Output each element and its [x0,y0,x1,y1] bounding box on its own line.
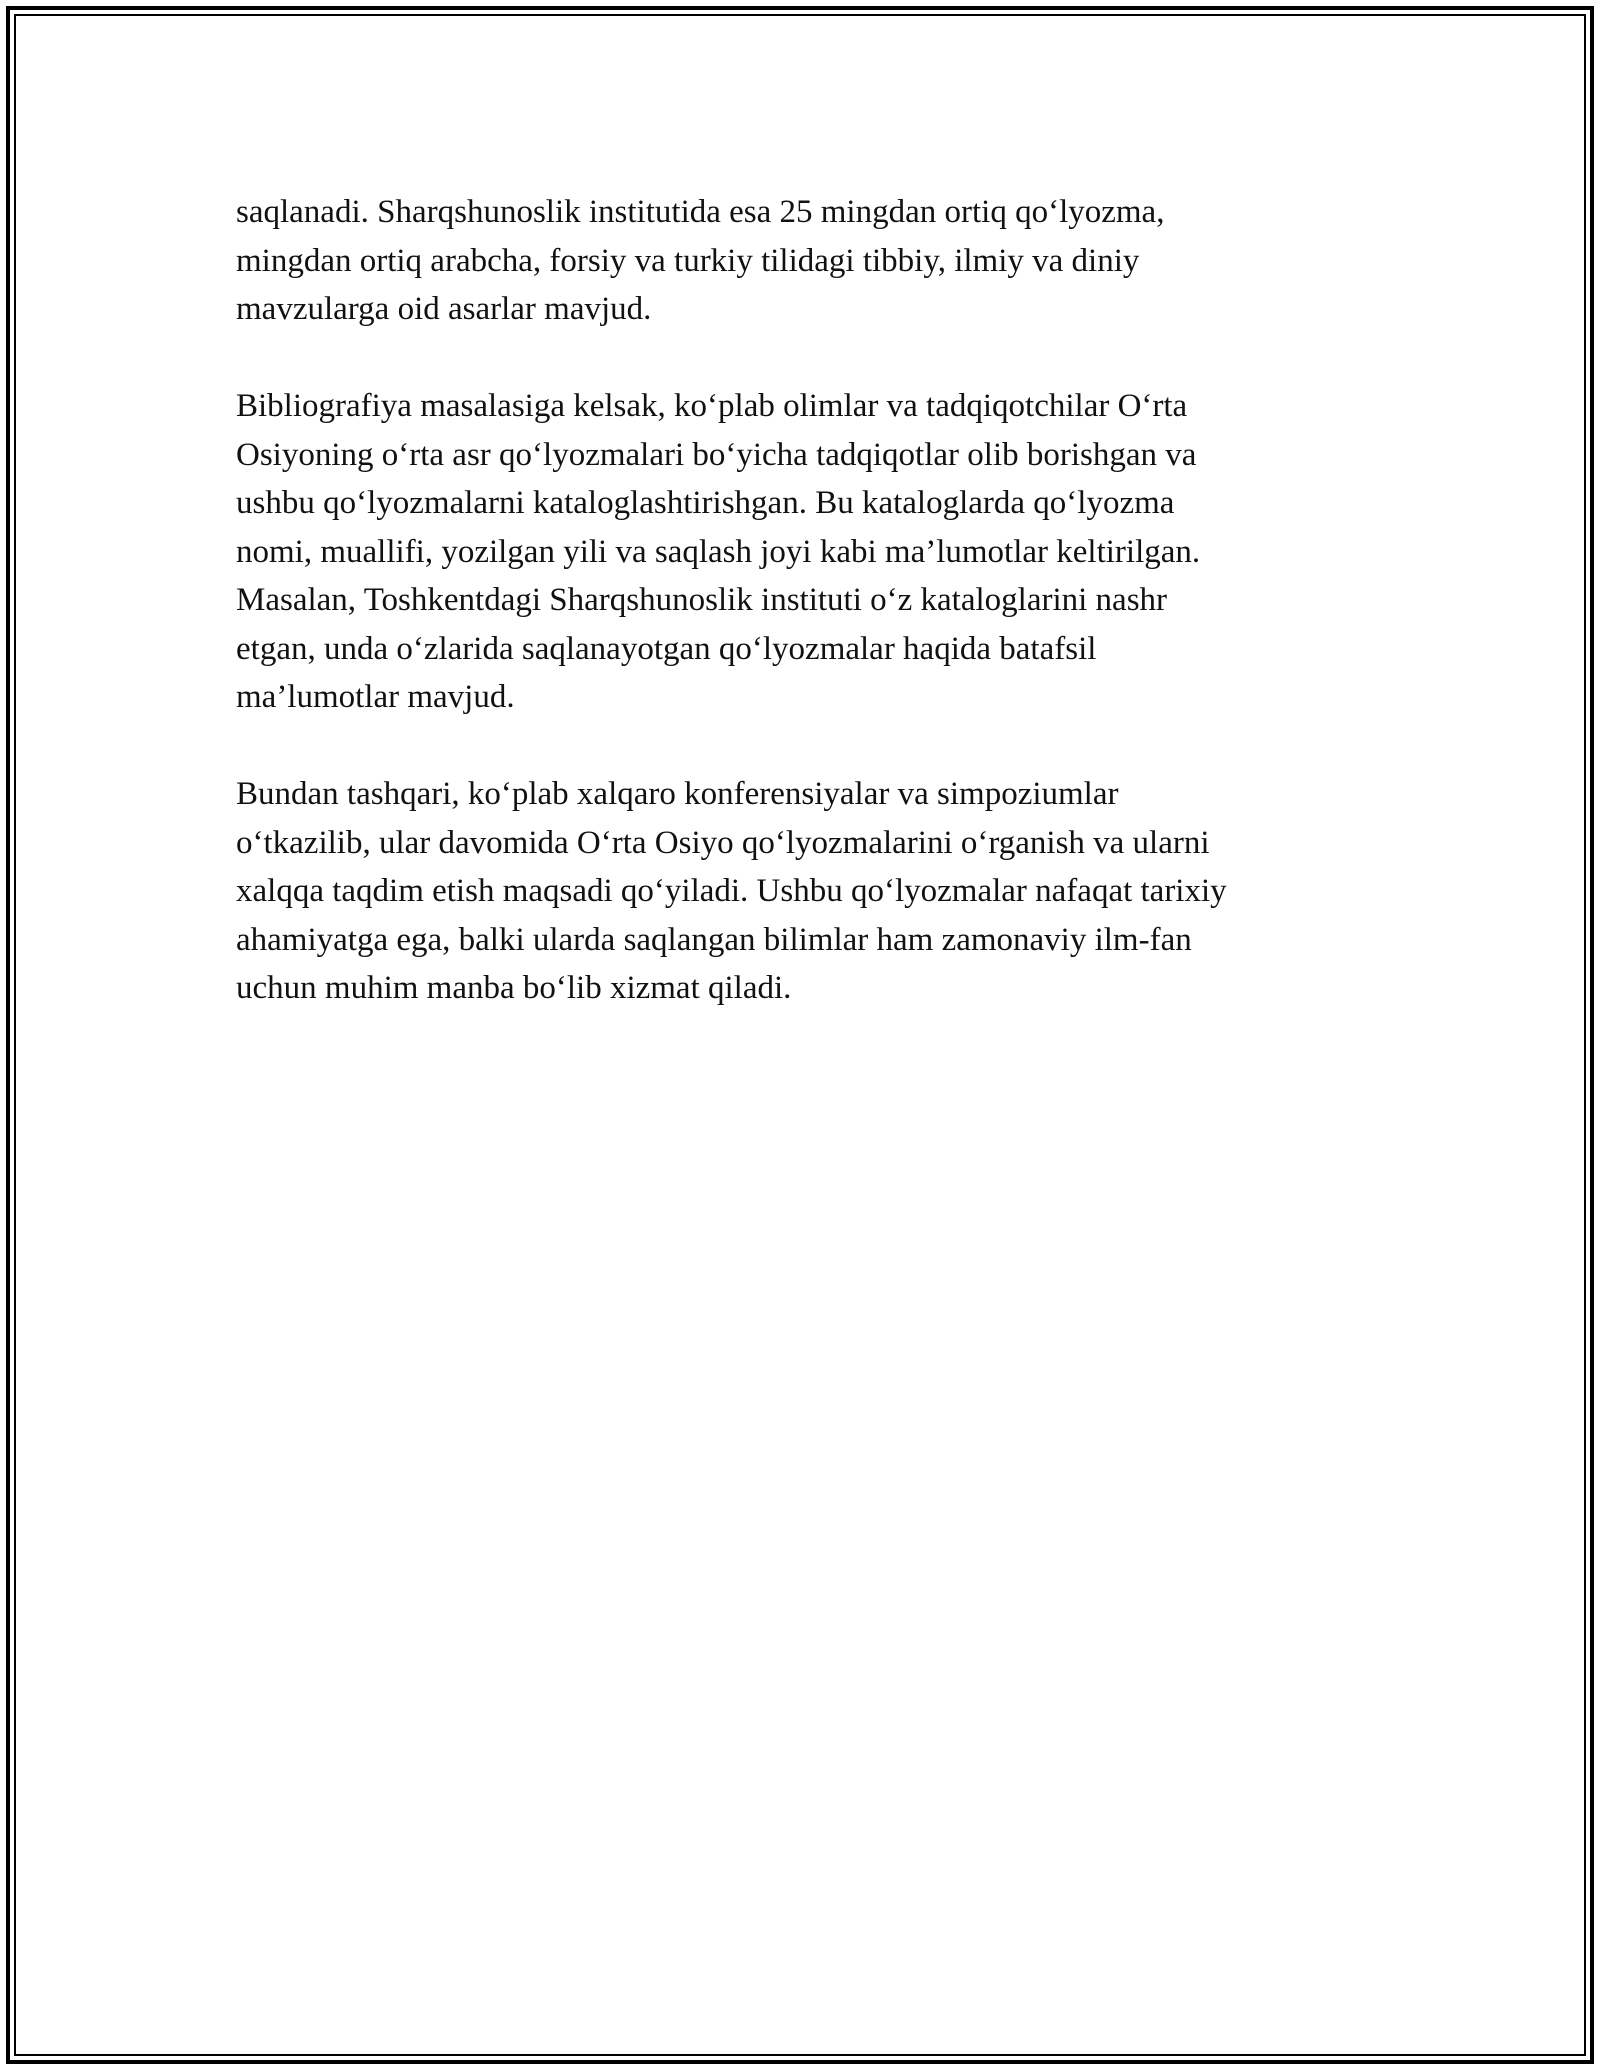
text-line: Osiyoning o‘rta asr qo‘lyozmalari bo‘yicha tadqiqotlar olib borishgan va [236,436,1197,473]
text-line: saqlanadi. Sharqshunoslik institutida esa 25 mingdan ortiq qo‘lyozma, [236,194,1165,230]
text-line: ahamiyatga ega, balki ularda saqlangan bilimlar ham zamonaviy ilm-fan [236,921,1192,958]
text-line: xalqqa taqdim etish maqsadi qo‘yiladi. Ushbu qo‘lyozmalar nafaqat tarixiy [236,873,1227,909]
text-line: o‘tkazilib, ular davomida O‘rta Osiyo qo‘lyozmalarini o‘rganish va ularni [236,824,1210,861]
text-line: ma’lumotlar mavjud. [236,679,515,715]
document-body [236,188,1376,1061]
text-line: uchun muhim manba bo‘lib xizmat qiladi. [236,970,792,1006]
paragraph-3 [236,770,1376,1013]
paragraph-2 [236,382,1376,722]
text-line: ushbu qo‘lyozmalarni kataloglashtirishgan. Bu kataloglarda qo‘lyozma [236,485,1175,521]
paragraph-1 [236,188,1376,334]
text-line: Masalan, Toshkentdagi Sharqshunoslik instituti o‘z kataloglarini nashr [236,582,1168,618]
text-line: mingdan ortiq arabcha, forsiy va turkiy tilidagi tibbiy, ilmiy va diniy [236,242,1140,279]
text-line: nomi, muallifi, yozilgan yili va saqlash joyi kabi ma’lumotlar keltirilgan. [236,533,1201,570]
text-line: etgan, unda o‘zlarida saqlanayotgan qo‘lyozmalar haqida batafsil [236,630,1097,667]
text-line: Bundan tashqari, ko‘plab xalqaro konferensiyalar va simpoziumlar [236,776,1119,812]
text-line: Bibliografiya masalasiga kelsak, ko‘plab olimlar va tadqiqotchilar O‘rta [236,388,1188,424]
text-line: mavzularga oid asarlar mavjud. [236,291,652,327]
